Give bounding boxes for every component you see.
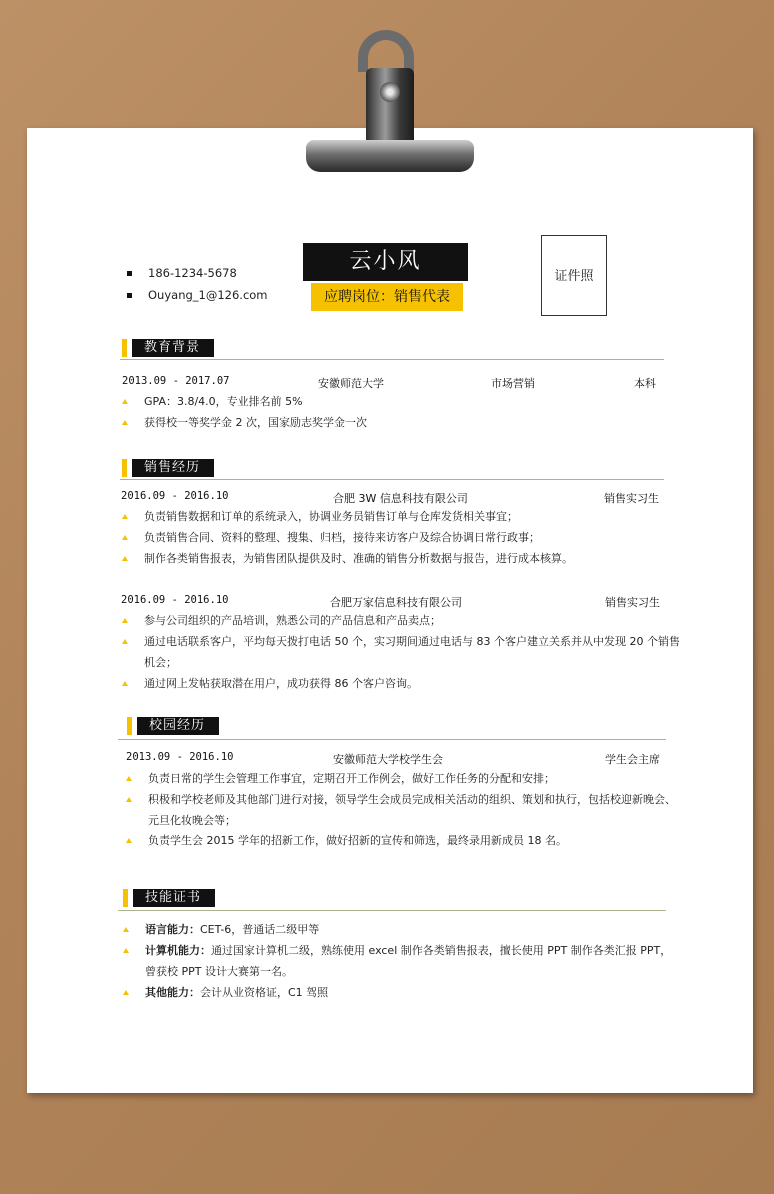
candidate-name: 云小风 [303, 243, 468, 281]
clip-lever [366, 68, 414, 146]
bullet-square-icon [127, 293, 132, 298]
section-title: 技能证书 [133, 889, 215, 907]
email: Ouyang_1@126.com [148, 288, 268, 302]
divider [120, 479, 664, 480]
section-title: 教育背景 [132, 339, 214, 357]
accent-bar [123, 889, 128, 907]
binder-clip [300, 28, 480, 178]
accent-bar [122, 339, 127, 357]
name-block [303, 243, 468, 313]
phone: 186-1234-5678 [148, 266, 237, 280]
job2-date: 2016.09 - 2016.10 [121, 594, 229, 606]
edu-major: 市场营销 [491, 377, 535, 390]
divider [120, 359, 664, 360]
job1-role: 销售实习生 [604, 492, 659, 505]
job2-company: 合肥万家信息科技有限公司 [330, 596, 462, 609]
job1-date: 2016.09 - 2016.10 [121, 490, 229, 502]
triangle-bullet-icon [122, 399, 128, 404]
triangle-bullet-icon [126, 776, 132, 781]
triangle-bullet-icon [123, 990, 129, 995]
job1-company: 合肥 3W 信息科技有限公司 [333, 492, 468, 505]
triangle-bullet-icon [122, 535, 128, 540]
clip-ring [358, 30, 414, 72]
accent-bar [122, 459, 127, 477]
campus-date: 2013.09 - 2016.10 [126, 751, 234, 763]
photo-placeholder: 证件照 [541, 235, 607, 316]
phone-line [127, 266, 237, 280]
job-title: 应聘岗位：销售代表 [311, 283, 463, 311]
divider [118, 910, 666, 911]
edu-school: 安徽师范大学 [318, 377, 384, 390]
triangle-bullet-icon [126, 838, 132, 843]
edu-date: 2013.09 - 2017.07 [122, 375, 230, 387]
campus-role: 学生会主席 [605, 753, 660, 766]
clip-hole [380, 82, 400, 102]
clip-base [306, 140, 474, 172]
edu-degree: 本科 [634, 377, 656, 390]
triangle-bullet-icon [122, 681, 128, 686]
triangle-bullet-icon [122, 514, 128, 519]
triangle-bullet-icon [122, 556, 128, 561]
triangle-bullet-icon [122, 639, 128, 644]
accent-bar [127, 717, 132, 735]
section-title: 校园经历 [137, 717, 219, 735]
campus-org: 安徽师范大学校学生会 [333, 753, 443, 766]
triangle-bullet-icon [123, 927, 129, 932]
job2-role: 销售实习生 [605, 596, 660, 609]
triangle-bullet-icon [126, 797, 132, 802]
divider [118, 739, 666, 740]
bullet-square-icon [127, 271, 132, 276]
triangle-bullet-icon [122, 618, 128, 623]
section-title: 销售经历 [132, 459, 214, 477]
triangle-bullet-icon [122, 420, 128, 425]
email-line [127, 288, 268, 302]
triangle-bullet-icon [123, 948, 129, 953]
